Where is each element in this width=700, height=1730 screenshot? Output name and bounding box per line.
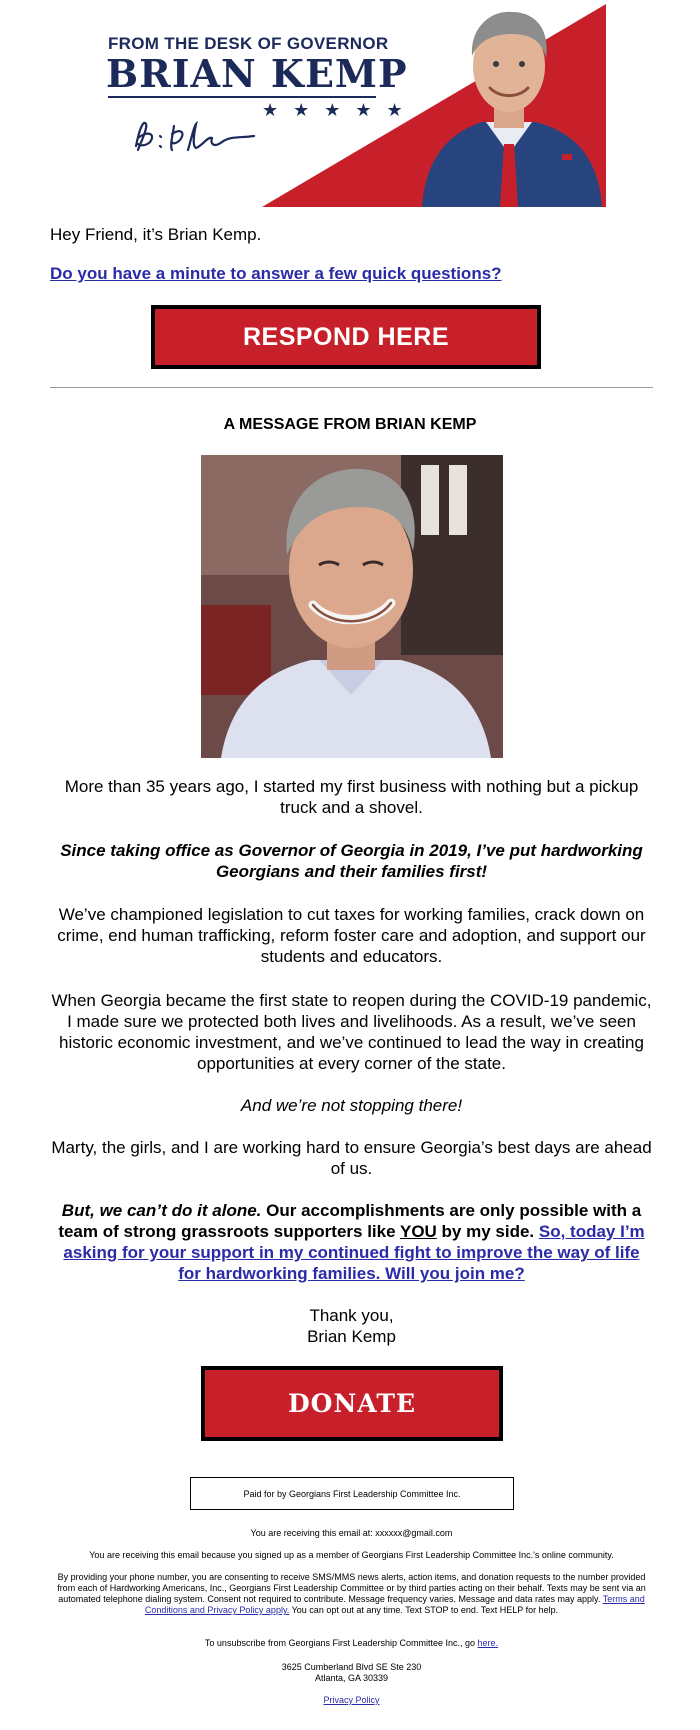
signoff bbox=[50, 1305, 653, 1347]
address-line-2: Atlanta, GA 30339 bbox=[314, 1673, 389, 1683]
stars-icon: ★ ★ ★ ★ ★ bbox=[262, 100, 408, 120]
signoff-name: Brian Kemp bbox=[307, 1327, 396, 1346]
banner-rule bbox=[108, 96, 376, 98]
paragraph-first-business: More than 35 years ago, I started my first business with nothing but a pickup truck and a shovel. bbox=[64, 777, 639, 817]
governor-portrait-icon bbox=[412, 4, 606, 207]
donate-button[interactable]: DONATE bbox=[201, 1366, 503, 1441]
terms-link[interactable]: Terms and Conditions and Privacy Policy apply. bbox=[144, 1594, 645, 1615]
paragraph-appeal bbox=[50, 1200, 653, 1284]
paragraph-not-stopping: And we’re not stopping there! bbox=[240, 1096, 463, 1115]
paragraph-covid: When Georgia became the first state to reopen during the COVID-19 pandemic, I made sure we protected both lives and livelihoods. As a result, we’ve seen historic economic investment, and we’ve continued to lead the way in creating opportunities at every corner of the state. bbox=[51, 991, 652, 1073]
greeting-text: Hey Friend, it’s Brian Kemp. bbox=[50, 225, 262, 244]
appeal-you: YOU bbox=[399, 1222, 437, 1241]
header-banner bbox=[94, 4, 606, 207]
appeal-italic: But, we can’t do it alone. bbox=[61, 1201, 262, 1220]
address-line-1: 3625 Cumberland Blvd SE Ste 230 bbox=[281, 1662, 422, 1672]
footer-address bbox=[50, 1662, 653, 1684]
footer-signed-up: You are receiving this email because you signed up as a member of Georgians First Leadership Committee Inc.'s online community. bbox=[89, 1550, 614, 1560]
footer-privacy bbox=[50, 1695, 653, 1706]
sms-text-a: By providing your phone number, you are consenting to receive SMS/MMS news alerts, action items, and donation requests to the number provided from each of Hardworking Americans, Inc., Georgians First Leadership Committee or by third parties acting on their behalf. Texts may be sent via an automated telephone dialing system. Consent not required to contribute. Message frequency varies. Message and data rates may apply. bbox=[57, 1572, 646, 1604]
governor-name: BRIAN KEMP bbox=[106, 51, 408, 96]
questions-link[interactable]: Do you have a minute to answer a few quick questions? bbox=[50, 264, 502, 283]
paragraph-family: Marty, the girls, and I are working hard to ensure Georgia’s best days are ahead of us. bbox=[51, 1138, 652, 1178]
paragraph-legislation: We’ve championed legislation to cut taxes for working families, crack down on crime, end human trafficking, reform foster care and adoption, and support our students and educators. bbox=[57, 905, 646, 966]
privacy-policy-link[interactable]: Privacy Policy bbox=[323, 1695, 380, 1705]
footer-unsubscribe bbox=[50, 1638, 653, 1649]
appeal-support-link[interactable]: So, today I’m asking for your support in my continued fight to improve the way of life for hardworking families. Will you join me? bbox=[63, 1222, 645, 1283]
paragraph-governor-since: Since taking office as Governor of Georgia in 2019, I’ve put hardworking Georgians and their families first! bbox=[60, 841, 643, 881]
desk-line: FROM THE DESK OF GOVERNOR bbox=[108, 34, 389, 53]
unsubscribe-link[interactable]: here. bbox=[477, 1638, 499, 1648]
respond-here-button[interactable]: RESPOND HERE bbox=[151, 305, 541, 369]
sms-text-b: You can opt out at any time. Text STOP to end. Text HELP for help. bbox=[289, 1605, 559, 1615]
footer-receiving: You are receiving this email at: xxxxxx@gmail.com bbox=[250, 1528, 453, 1538]
message-heading: A MESSAGE FROM BRIAN KEMP bbox=[223, 416, 477, 433]
appeal-text-b: by my side. bbox=[436, 1222, 539, 1241]
signature-icon bbox=[130, 116, 260, 156]
signoff-thanks: Thank you, bbox=[309, 1306, 394, 1325]
paid-for-box: Paid for by Georgians First Leadership Committee Inc. bbox=[190, 1477, 514, 1510]
appeal-text-a: Our accomplishments are only possible with a team of strong grassroots supporters like bbox=[58, 1201, 642, 1241]
kemp-photo-icon bbox=[201, 455, 503, 758]
footer-sms-consent bbox=[50, 1572, 653, 1616]
divider bbox=[50, 387, 653, 388]
unsub-text: To unsubscribe from Georgians First Leadership Committee Inc., go bbox=[204, 1638, 478, 1648]
